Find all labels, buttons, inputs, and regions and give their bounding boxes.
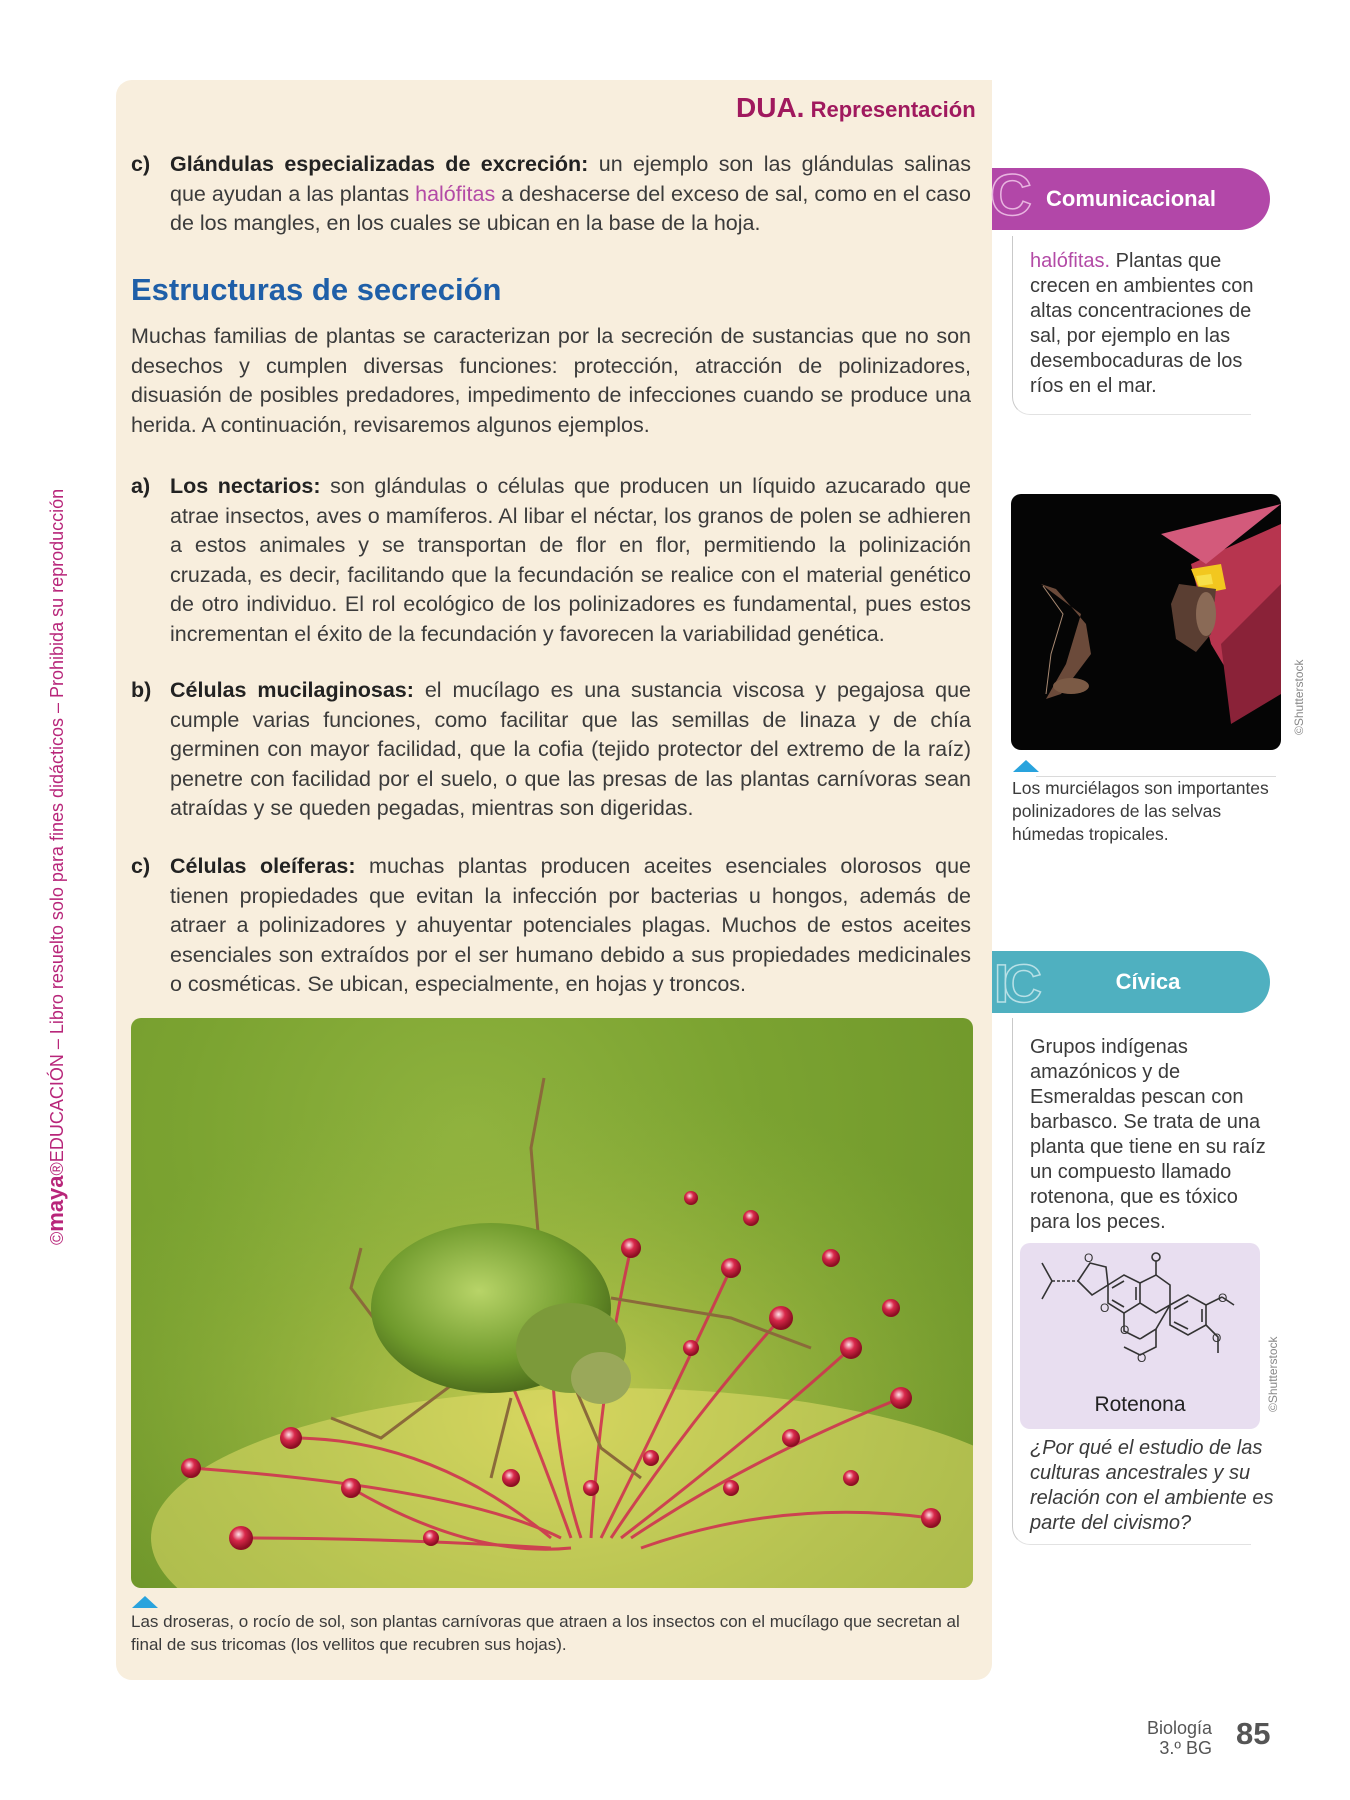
brand-logo: maya [43, 1175, 68, 1232]
item-oleiferas: c) Células oleíferas: muchas plantas producen aceites esenciales olorosos que tienen propiedades que evitan la infección por bacterias u hongos, además de atraer a polinizadores y ahuyentar potenciales plagas. Muchos de estos aceites esenciales son extraídos por el ser humano debido a sus propiedades medicinales o cosméticas. Se ubican, especialmente, en hojas y troncos. [131, 854, 972, 997]
bat-photo [1011, 494, 1281, 750]
copyright-text: EDUCACIÓN – Libro resuelto solo para fines didácticos – Prohibida su reproducción [47, 488, 67, 1163]
civica-text: Grupos indígenas amazónicos y de Esmeraldas pescan con barbasco. Se trata de una planta que tiene en su raíz un compuesto llamado rotenona, que es tóxico para los peces. [1030, 1036, 1266, 1233]
drosera-photo [131, 1018, 973, 1588]
item-letter: c) [131, 152, 151, 176]
glossary-link-halofitas[interactable]: halófitas [415, 181, 496, 206]
item-nectarios: a) Los nectarios: son glándulas o células que producen un líquido azucarado que atrae insectos, aves o mamíferos. Al libar el néctar, los granos de polen se adhieren a estos animales y se transportan de flor en flor, permitiendo la polinización cruzada, es decir, facilitando que la fecundación se realice con el material genético de otro individuo. El rol ecológico de los polinizadores es fundamental, pues estos incrementan el éxito de la fecundación y favorecen la variabilidad genética. [131, 474, 971, 646]
item-heading: Glándulas especializadas de excreción: [170, 152, 589, 176]
dua-label: DUA. Representación [736, 92, 976, 123]
molecule-credit: ©Shutterstock [1266, 1336, 1280, 1412]
bat-photo-caption: Los murciélagos son importantes polinizadores de las selvas húmedas tropicales. [1012, 778, 1269, 844]
item-excrecion: c) Glándulas especializadas de excreción: un ejemplo son las glándulas salinas que ayudan a las plantas halófitas a deshacerse del exceso de sal, como en el caso de los mangles, en los cuales se ubican en la base de la hoja. [131, 152, 971, 236]
caption-marker-icon [132, 1596, 158, 1608]
comunicacional-frame [1012, 236, 1251, 415]
rotenona-molecule: O O O O O O Rotenona [1020, 1243, 1260, 1429]
item-letter: a) [131, 474, 151, 498]
comunicacional-icon: C [990, 163, 1032, 228]
civica-frame [1012, 1018, 1251, 1545]
comunicacional-definition: halófitas. Plantas que crecen en ambientes con altas concentraciones de sal, por ejemplo en las desembocaduras de los ríos en el mar. [1030, 250, 1254, 397]
civica-icon: IC [994, 954, 1036, 1014]
comunicacional-header: Comunicacional [992, 168, 1270, 230]
item-heading: Células oleíferas: [170, 854, 356, 878]
item-heading: Células mucilaginosas: [170, 678, 414, 702]
photo-caption: Las droseras, o rocío de sol, son plantas carnívoras que atraen a los insectos con el mucílago que secretan al final de sus tricomas (los vellitos que recubren sus hojas). [131, 1612, 960, 1654]
civica-question: ¿Por qué el estudio de las culturas ancestrales y su relación con el ambiente es parte del civismo? [1030, 1437, 1274, 1534]
civica-header: Cívica [992, 951, 1270, 1013]
item-letter: c) [131, 854, 151, 878]
bat-photo-credit: ©Shutterstock [1292, 659, 1306, 735]
section-title: Estructuras de secreción [131, 272, 502, 307]
caption-marker-icon [1013, 760, 1039, 772]
section-intro: Muchas familias de plantas se caracterizan por la secreción de sustancias que no son desechos y cumplen diversas funciones: protección, atracción de polinizadores, disuasión de posibles predadores, impedimento de infecciones cuando se produce una herida. A continuación, revisaremos algunos ejemplos. [131, 324, 971, 437]
page-number: 85 [1236, 1716, 1271, 1751]
item-letter: b) [131, 678, 152, 702]
copyright-vertical: ©maya®EDUCACIÓN – Libro resuelto solo para fines didácticos – Prohibida su reproducción [43, 488, 68, 1245]
item-heading: Los nectarios: [170, 474, 321, 498]
footer-subject: Biología 3.º BG [1146, 1718, 1212, 1758]
item-mucilaginosas: b) Células mucilaginosas: el mucílago es una sustancia viscosa y pegajosa que cumple varias funciones, como facilitar que las semillas de linaza y de chía germinen con mayor facilidad, que la cofia (tejido protector del extremo de la raíz) penetre con facilidad por el suelo, o que las presas de las plantas carnívoras sean atraídas y se queden pegadas, mientras son digeridas. [131, 678, 971, 821]
molecule-label: Rotenona [1094, 1393, 1186, 1416]
